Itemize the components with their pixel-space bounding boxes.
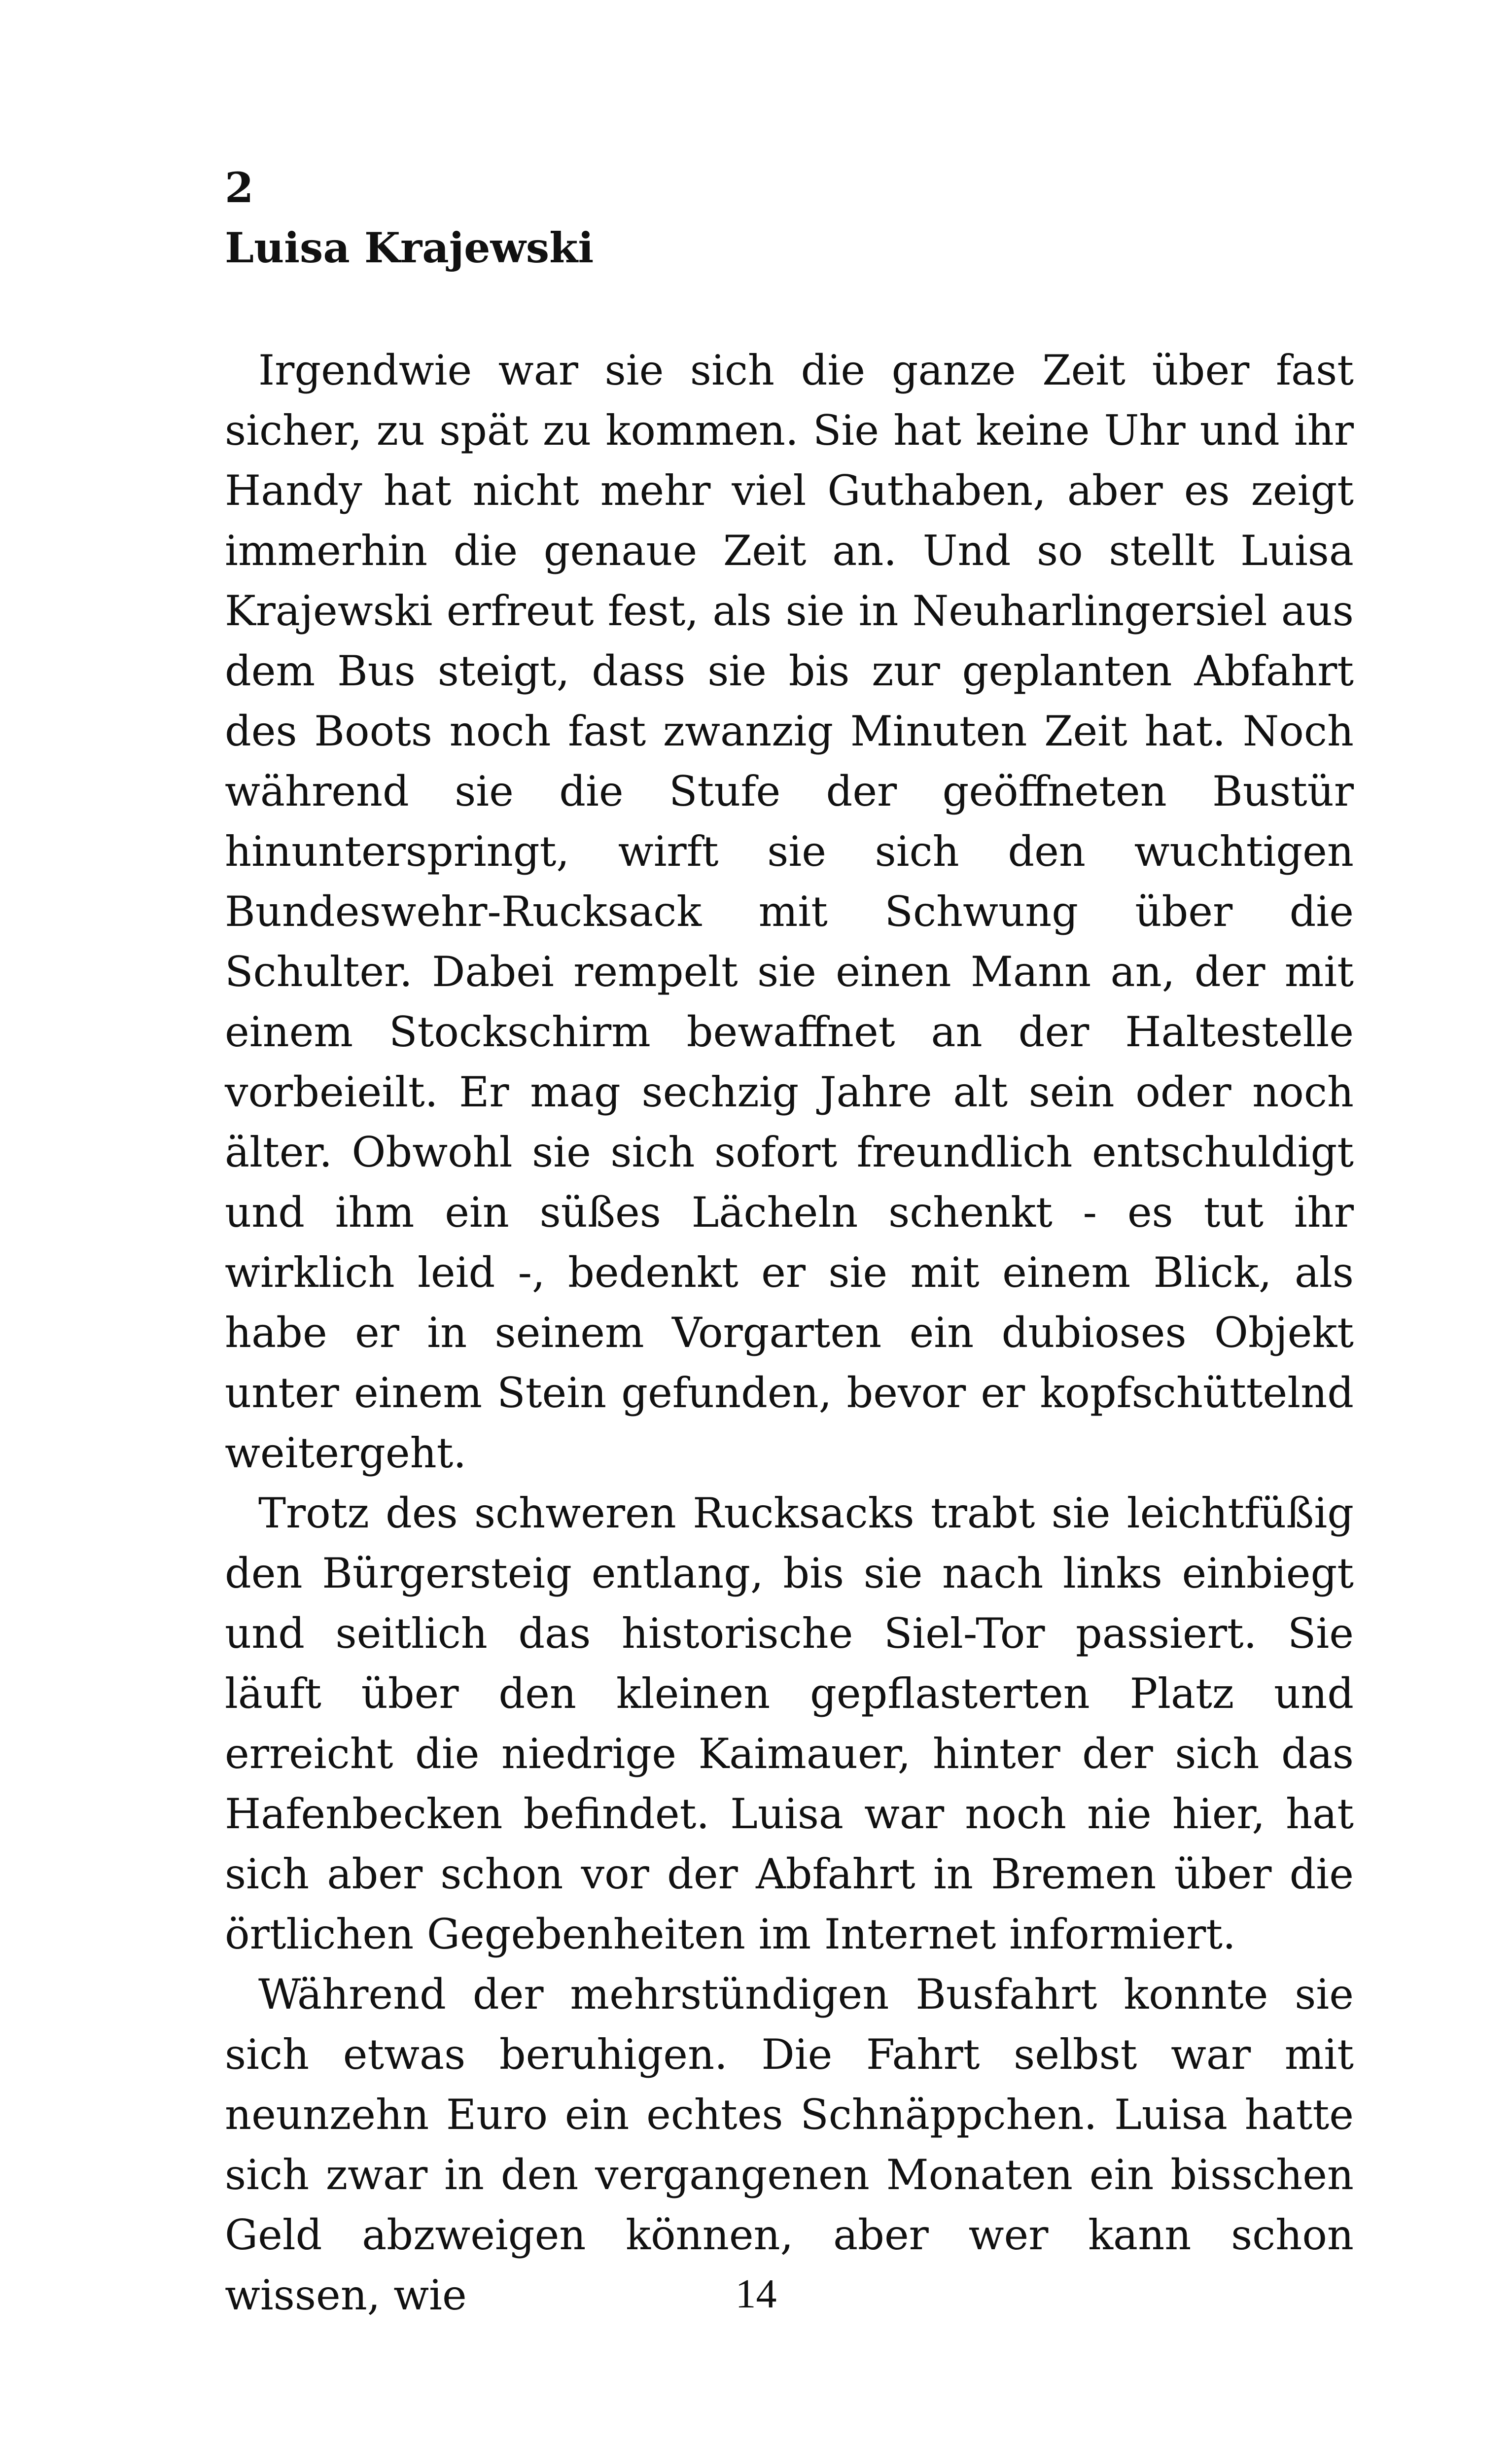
page-number: 14 — [735, 2271, 777, 2317]
paragraph-1: Irgendwie war sie sich die ganze Zeit über fast sicher, zu spät zu kommen. Sie hat keine Uhr und ihr Handy hat nicht mehr viel Guthaben, aber es zeigt immerhin die genaue Zeit an. Und so stellt Luisa Krajewski erfreut fest, als sie in Neuharlingersiel aus dem Bus steigt, dass sie bis zur geplanten Abfahrt des Boots noch fast zwanzig Minuten Zeit hat. Noch während sie die Stufe der geöffneten Bustür hinunterspringt, wirft sie sich den wuchtigen Bundeswehr-Rucksack mit Schwung über die Schulter. Dabei rempelt sie einen Mann an, der mit einem Stockschirm bewaffnet an der Haltestelle vorbeieilt. Er mag sechzig Jahre alt sein oder noch älter. Obwohl sie sich sofort freundlich entschuldigt und ihm ein süßes Lächeln schenkt - es tut ihr wirklich leid -, bedenkt er sie mit einem Blick, als habe er in seinem Vorgarten ein dubioses Objekt unter einem Stein gefunden, bevor er kopfschüttelnd weitergeht. — [225, 346, 1354, 1477]
chapter-number: 2 — [225, 163, 254, 212]
paragraph-3: Während der mehrstündigen Busfahrt konnte sie sich etwas beruhigen. Die Fahrt selbst war mit neunzehn Euro ein echtes Schnäppchen. Luisa hatte sich zwar in den vergangenen Monaten ein bisschen Geld abzweigen können, aber wer kann schon wissen, wie — [225, 1970, 1354, 2319]
chapter-title: Luisa Krajewski — [225, 223, 594, 272]
paragraph-2: Trotz des schweren Rucksacks trabt sie leichtfüßig den Bürgersteig entlang, bis sie nach links einbiegt und seitlich das historische Siel-Tor passiert. Sie läuft über den kleinen gepflasterten Platz und erreicht die niedrige Kaimauer, hinter der sich das Hafenbecken befindet. Luisa war noch nie hier, hat sich aber schon vor der Abfahrt in Bremen über die örtlichen Gegebenheiten im Internet informiert. — [225, 1489, 1354, 1958]
body-text — [225, 340, 1354, 2325]
